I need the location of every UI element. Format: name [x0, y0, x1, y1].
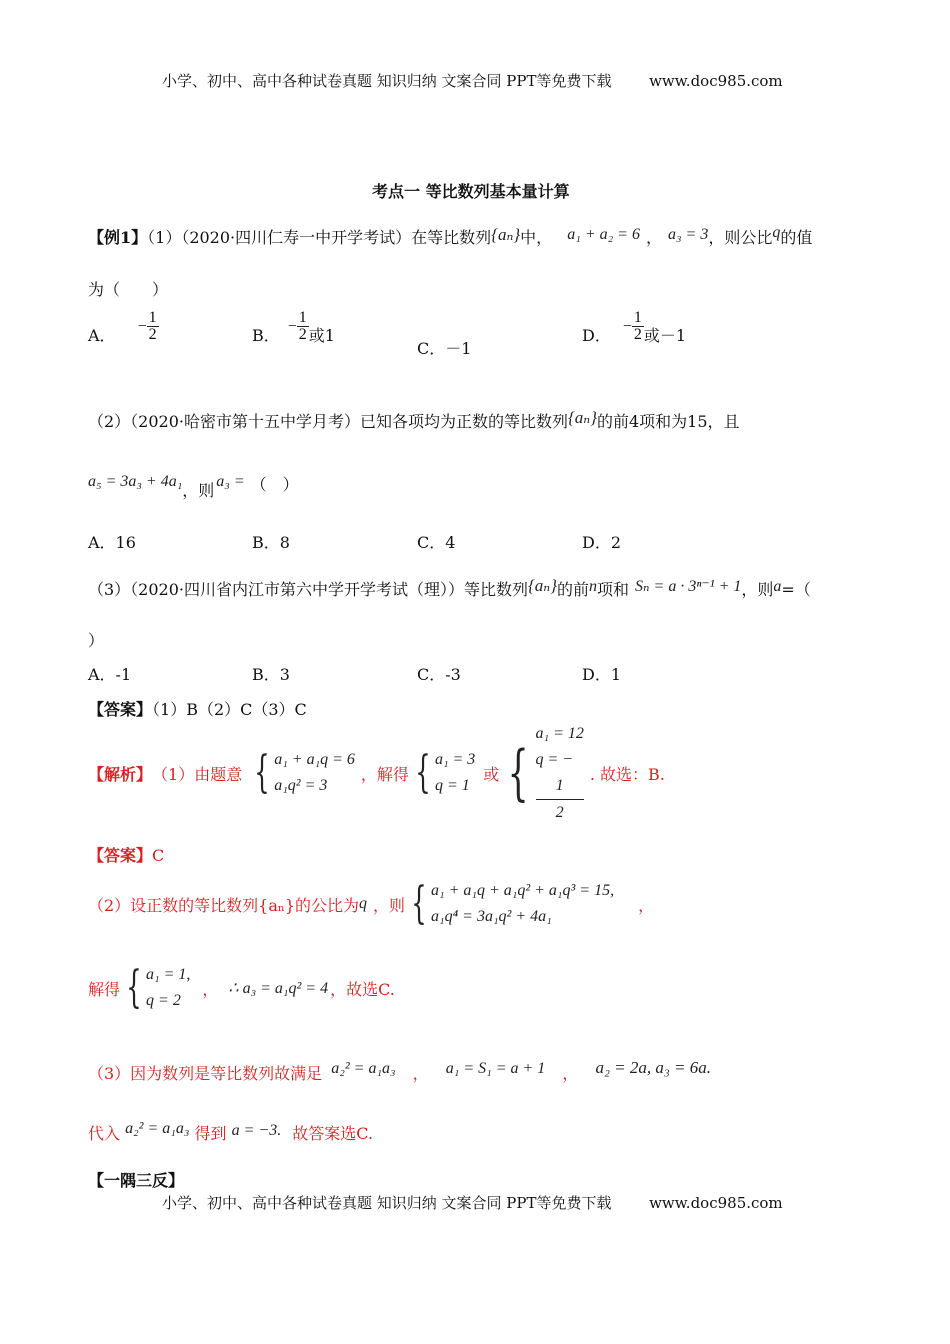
- q1-cond2: a₃ = 3: [667, 226, 709, 243]
- fraction: $\frac{1}{2}$: [148, 309, 157, 343]
- q2-line1: （2）（2020·哈密市第十五中学月考）已知各项均为正数的等比数列{aₙ}的前4项和为15，且: [88, 408, 740, 431]
- example-tag: 【例1】: [88, 228, 148, 247]
- footer-text: 小学、初中、高中各种试卷真题 知识归纳 文案合同 PPT等免费下载: [162, 1194, 612, 1212]
- bottom-tag: 【一隅三反】: [88, 1171, 185, 1190]
- page-header: [162, 70, 783, 91]
- header-url: www.doc985.com: [649, 72, 783, 90]
- q1-tail: 的值: [780, 228, 813, 247]
- fraction: $\frac{1}{2}$: [298, 309, 307, 343]
- q3-line1: （3）（2020·四川省内江市第六中学开学考试（理））等比数列{aₙ}的前n项和 Sₙ = a · 3ⁿ⁻¹ + 1，则a=（: [88, 576, 811, 599]
- q1-seq: {aₙ}: [491, 225, 521, 244]
- footer-url: www.doc985.com: [649, 1194, 783, 1212]
- q2-option-a: A．16: [88, 533, 136, 552]
- q3-option-b: B．3: [252, 665, 290, 684]
- q2-line2: a₅ = 3a₃ + 4a₁，则 a₃ = （ ）: [88, 473, 299, 500]
- analysis-part3-line1: （3）因为数列是等比数列故满足 a₂² = a₁a₃ ， a₁ = S₁ = a + 1 ， a₂ = 2a, a₃ = 6a.: [88, 1058, 711, 1083]
- q1-option-d: D． − $\frac{1}{2}$ 或－1: [582, 309, 687, 345]
- q1-mid2: ，则公比: [708, 228, 773, 247]
- q1-lead: （1）（2020·四川仁寿一中开学考试）在等比数列: [147, 228, 492, 247]
- q3-seq: {aₙ}: [528, 576, 557, 595]
- solution-system-2: { a₁ = 12 q = − 1 2: [507, 724, 584, 821]
- q1-option-c: C．－1: [417, 339, 472, 358]
- q1-line1: [88, 224, 812, 248]
- q1-ratio: q: [772, 224, 781, 241]
- q3-option-c: C．-3: [417, 665, 461, 684]
- section-title: 考点一 等比数列基本量计算: [372, 182, 570, 201]
- header-text: 小学、初中、高中各种试卷真题 知识归纳 文案合同 PPT等免费下载: [162, 72, 612, 90]
- analysis-part1: 【解析】 （1）由题意 { a₁ + a₁q = 6 a₁q² = 3 ，解得 { a₁ = 3 q = 1 或 { a₁ = 12 q = − 1 2 . 故选：B.: [88, 733, 665, 813]
- q2-option-c: C．4: [417, 533, 456, 552]
- q2-option-b: B．8: [252, 533, 290, 552]
- q3-option-d: D．1: [582, 665, 622, 684]
- analysis-part3-line2: 代入 a₂² = a₁a₃ 得到 a = −3. 故答案选C.: [88, 1120, 374, 1143]
- q1-mid1: 中，: [520, 228, 553, 247]
- equation-system: { a₁ + a₁q + a₁q² + a₁q³ = 15, a₁q⁴ = 3a₁q² + 4a₁: [411, 878, 615, 929]
- answer-tag: 【答案】: [88, 700, 153, 719]
- analysis-part2-line2: 解得 { a₁ = 1, q = 2 ， ∴ a₃ = a₁q² = 4 ，故选C.: [88, 962, 395, 1013]
- q1-cond1: a₁ + a₂ = 6: [567, 226, 640, 243]
- solution-system-1: { a₁ = 3 q = 1: [415, 747, 476, 798]
- q3-option-a: A．-1: [88, 665, 132, 684]
- q1-option-a: A． − $\frac{1}{2}$: [88, 309, 157, 345]
- page-footer: [162, 1192, 783, 1213]
- q1-sep: ，: [645, 228, 662, 247]
- answer2-line: 【答案】C: [88, 846, 165, 865]
- q1-option-b: B． − $\frac{1}{2}$ 或1: [252, 309, 335, 345]
- q3-sum-formula: Sₙ = a · 3ⁿ⁻¹ + 1: [635, 578, 742, 595]
- solution-system: { a₁ = 1, q = 2: [126, 962, 191, 1013]
- answer-text: （1）B（2）C（3）C: [152, 700, 307, 719]
- q3-line2: ）: [88, 631, 105, 650]
- analysis-tag: 【解析】: [88, 764, 153, 784]
- fraction: $\frac{1}{2}$: [633, 309, 642, 343]
- answer-line: [88, 697, 307, 720]
- q2-target: a₃ =: [216, 473, 245, 490]
- q2-seq: {aₙ}: [568, 408, 597, 427]
- equation-system: { a₁ + a₁q = 6 a₁q² = 3: [254, 747, 355, 798]
- q2-cond: a₅ = 3a₃ + 4a₁: [88, 473, 183, 490]
- analysis-part2-line1: （2）设正数的等比数列{aₙ}的公比为 q ，则 { a₁ + a₁q + a₁q² + a₁q³ = 15, a₁q⁴ = 3a₁q² + 4a₁ ，: [88, 878, 655, 929]
- q1-line2: 为（ ）: [88, 280, 169, 299]
- q2-option-d: D．2: [582, 533, 622, 552]
